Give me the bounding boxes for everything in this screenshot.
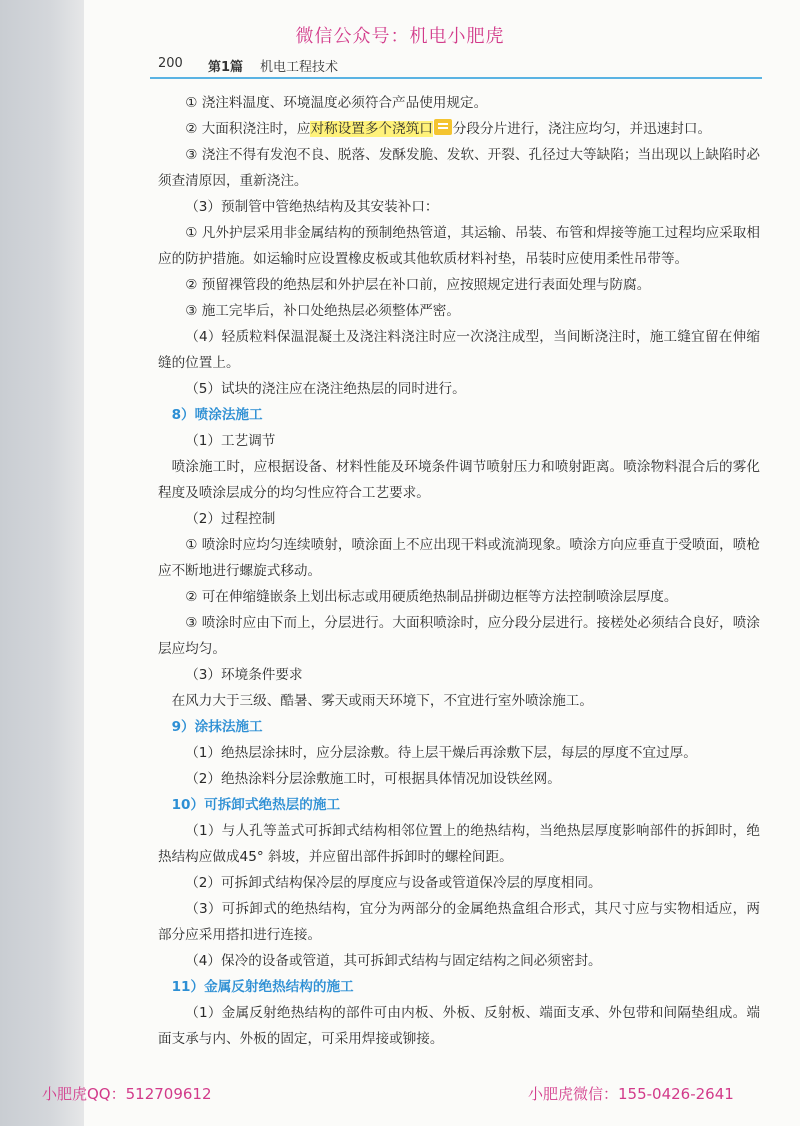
paragraph: ① 浇注料温度、环境温度必须符合产品使用规定。 [185,95,488,111]
paragraph: （1）工艺调节 [185,433,276,449]
paragraph: （4）保冷的设备或管道，其可拆卸式结构与固定结构之间必须密封。 [185,953,602,969]
paragraph: ③ 浇注不得有发泡不良、脱落、发酥发脆、发软、开裂、孔径过大等缺陷；当出现以上缺陷时必须查清原因，重新浇注。 [158,147,760,189]
paragraph: ① 喷涂时应均匀连续喷射，喷涂面上不应出现干料或流淌现象。喷涂方向应垂直于受喷面，喷枪应不断地进行螺旋式移动。 [158,537,760,579]
section-heading: 8）喷涂法施工 [171,407,263,423]
paragraph: 在风力大于三级、酷暑、雾天或雨天环境下，不宜进行室外喷涂施工。 [171,693,593,709]
paragraph-text: ② 大面积浇注时，应 [185,121,311,137]
paragraph: （3）可拆卸式的绝热结构，宜分为两部分的金属绝热盒组合形式，其尺寸应与实物相适应，两部分应采用搭扣进行连接。 [158,901,760,943]
paragraph: ② 预留裸管段的绝热层和外护层在补口前，应按照规定进行表面处理与防腐。 [185,277,651,293]
paragraph-with-highlight [158,116,760,142]
part-label: 第1篇 [208,60,244,75]
running-header [150,54,762,76]
paragraph: 喷涂施工时，应根据设备、材料性能及环境条件调节喷射压力和喷射距离。喷涂物料混合后的雾化程度及喷涂层成分的均匀性应符合工艺要求。 [158,459,760,501]
paragraph: ② 可在伸缩缝嵌条上划出标志或用硬质绝热制品拼砌边框等方法控制喷涂层厚度。 [185,589,678,605]
comment-note-icon[interactable] [434,119,452,135]
part-title: 机电工程技术 [260,60,339,75]
page-body [158,90,760,1052]
paragraph-text: 分段分片进行，浇注应均匀，并迅速封口。 [452,121,712,137]
page-number: 200 [158,56,183,71]
paragraph: （3）预制管中管绝热结构及其安装补口： [185,199,439,215]
section-heading: 11）金属反射绝热结构的施工 [171,979,354,995]
paragraph: （1）绝热层涂抹时，应分层涂敷。待上层干燥后再涂敷下层，每层的厚度不宜过厚。 [185,745,697,761]
footer-qq: 小肥虎QQ：512709612 [42,1085,212,1103]
highlighted-text[interactable]: 对称设置多个浇筑口 [310,121,433,137]
header-rule [150,77,762,79]
paragraph: （3）环境条件要求 [185,667,303,683]
watermark-top: 微信公众号：机电小肥虎 [295,26,505,47]
paragraph: ① 凡外护层采用非金属结构的预制绝热管道，其运输、吊装、布管和焊接等施工过程均应采取相应的防护措施。如运输时应设置橡皮板或其他软质材料衬垫，吊装时应使用柔性吊带等。 [158,225,760,267]
paragraph: （5）试块的浇注应在浇注绝热层的同时进行。 [185,381,466,397]
paragraph: ③ 施工完毕后，补口处绝热层必须整体严密。 [185,303,460,319]
paragraph: ③ 喷涂时应由下而上，分层进行。大面积喷涂时，应分段分层进行。接槎处必须结合良好，喷涂层应均匀。 [158,615,760,657]
paragraph: （4）轻质粒料保温混凝土及浇注料浇注时应一次浇注成型，当间断浇注时，施工缝宜留在伸缩缝的位置上。 [158,329,760,371]
paragraph: （2）绝热涂料分层涂敷施工时，可根据具体情况加设铁丝网。 [185,771,561,787]
paragraph: （2）可拆卸式结构保冷层的厚度应与设备或管道保冷层的厚度相同。 [185,875,602,891]
footer-wechat: 小肥虎微信：155-0426-2641 [528,1085,734,1103]
book-spine-shadow [0,0,84,1126]
paragraph: （2）过程控制 [185,511,276,527]
paragraph: （1）金属反射绝热结构的部件可由内板、外板、反射板、端面支承、外包带和间隔垫组成。端面支承与内、外板的固定，可采用焊接或铆接。 [158,1005,760,1047]
section-heading: 10）可拆卸式绝热层的施工 [171,797,341,813]
section-heading: 9）涂抹法施工 [171,719,263,735]
paragraph: （1）与人孔等盖式可拆卸式结构相邻位置上的绝热结构，当绝热层厚度影响部件的拆卸时，绝热结构应做成45° 斜坡，并应留出部件拆卸时的螺栓间距。 [158,823,760,865]
